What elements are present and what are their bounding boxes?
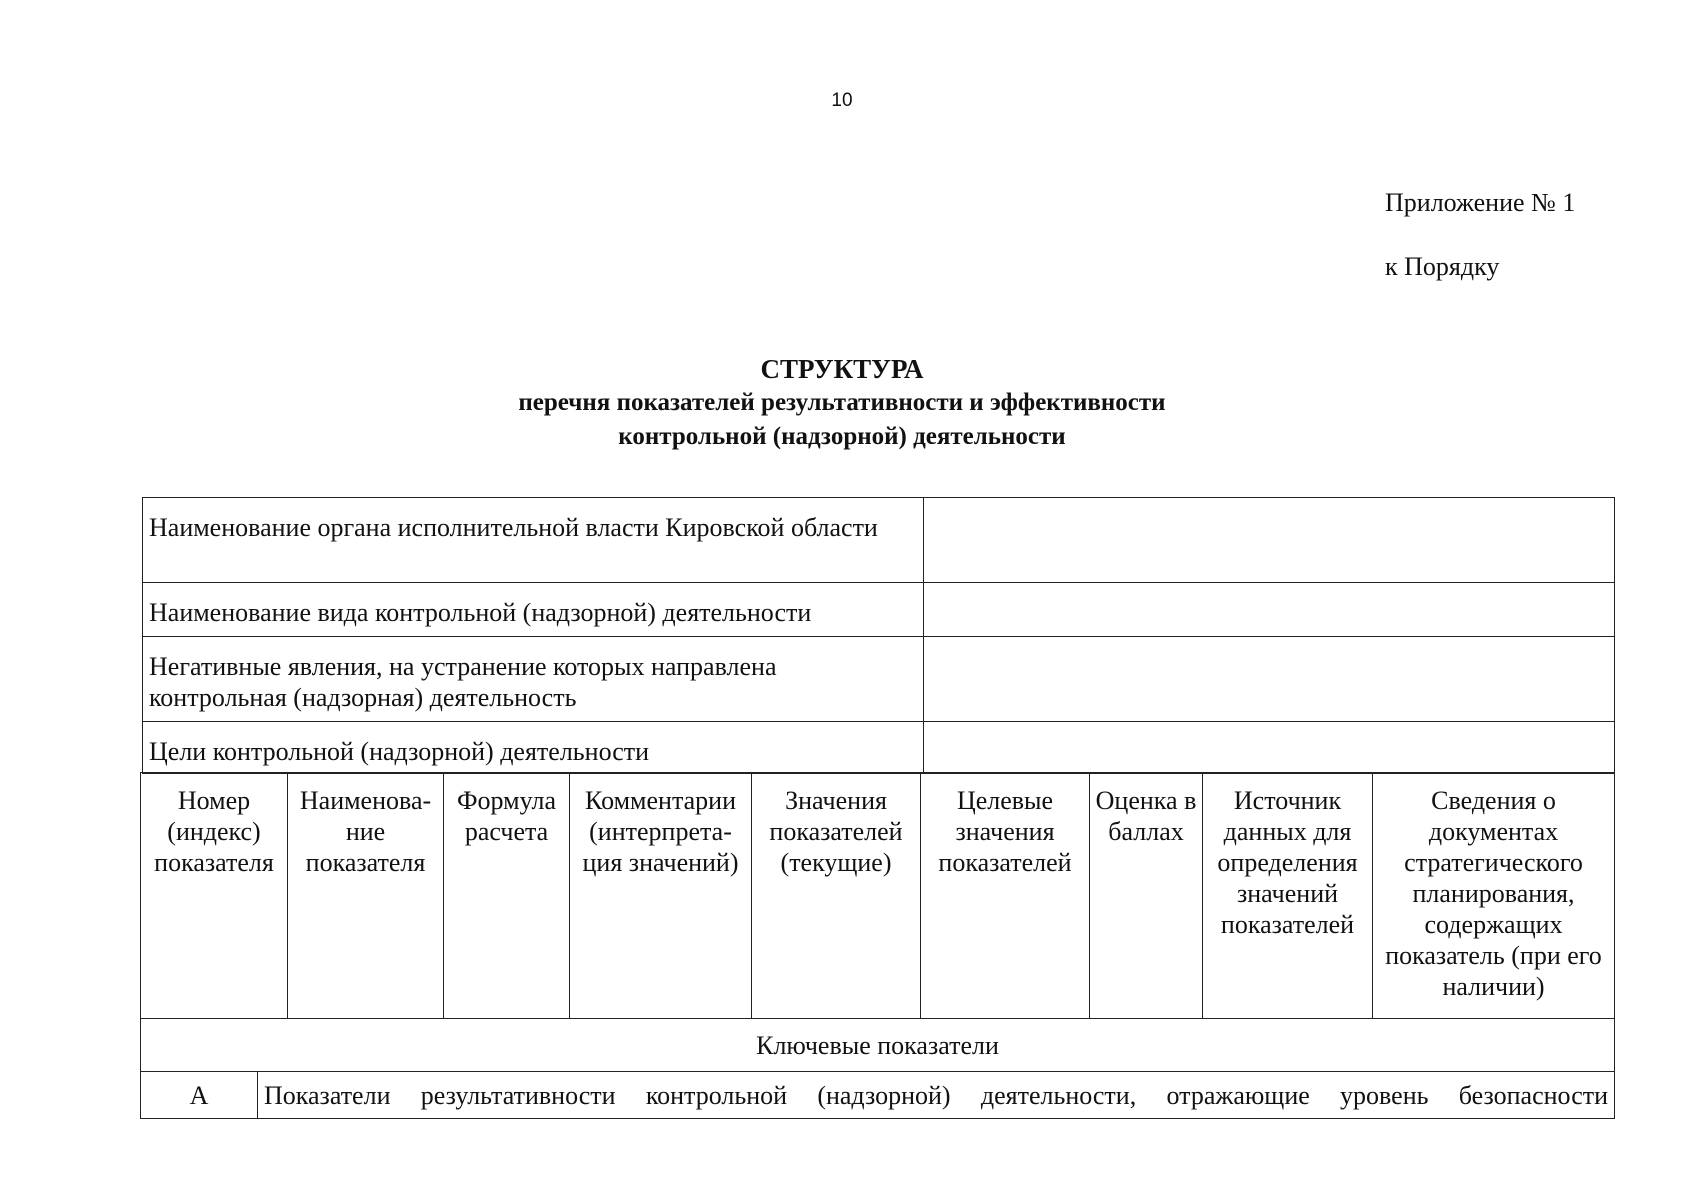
info-value	[924, 498, 1615, 583]
header-formula: Формула расчета	[444, 773, 570, 1019]
info-label: Цели контрольной (надзорной) деятельности	[143, 722, 924, 774]
info-row	[143, 637, 1615, 722]
header-target-values: Целевые значения показателей	[921, 773, 1090, 1019]
title-line-2: перечня показателей результативности и эффективности	[518, 389, 1166, 416]
info-label: Наименование органа исполнительной власти Кировской области	[143, 498, 924, 583]
document-title	[0, 352, 1684, 454]
indicator-table	[140, 772, 1615, 1119]
info-value	[924, 722, 1615, 774]
header-row	[141, 773, 1615, 1019]
appendix-label: Приложение № 1	[1385, 188, 1576, 217]
table-row	[141, 1072, 1615, 1119]
title-line-3: контрольной (надзорной) деятельности	[618, 423, 1066, 450]
info-value	[924, 583, 1615, 637]
header-score: Оценка в баллах	[1090, 773, 1203, 1019]
row-text: Показатели результативности контрольной (надзорной) деятельности, отражающие уровень безопасности	[258, 1072, 1615, 1119]
info-row	[143, 498, 1615, 583]
page-number: 10	[831, 90, 853, 111]
header-index: Номер (индекс) показателя	[141, 773, 288, 1019]
info-row	[143, 722, 1615, 774]
info-label: Негативные явления, на устранение которых направлена контрольная (надзорная) деятельность	[143, 637, 924, 722]
header-data-source: Источник данных для определения значений показателей	[1203, 773, 1373, 1019]
header-strategic-docs: Сведения о документах стратегического планирования, содержащих показатель (при его наличии)	[1373, 773, 1615, 1019]
header-current-values: Значения показателей (текущие)	[752, 773, 921, 1019]
header-name: Наименова-ние показателя	[288, 773, 444, 1019]
info-row	[143, 583, 1615, 637]
section-title: Ключевые показатели	[141, 1019, 1615, 1072]
info-value	[924, 637, 1615, 722]
appendix-reference: к Порядку	[1385, 252, 1500, 281]
section-row	[141, 1019, 1615, 1072]
info-table	[142, 497, 1615, 774]
row-index: А	[141, 1072, 258, 1119]
title-main: СТРУКТУРА	[760, 354, 924, 384]
info-label: Наименование вида контрольной (надзорной) деятельности	[143, 583, 924, 637]
header-comments: Комментарии (интерпрета-ция значений)	[570, 773, 752, 1019]
